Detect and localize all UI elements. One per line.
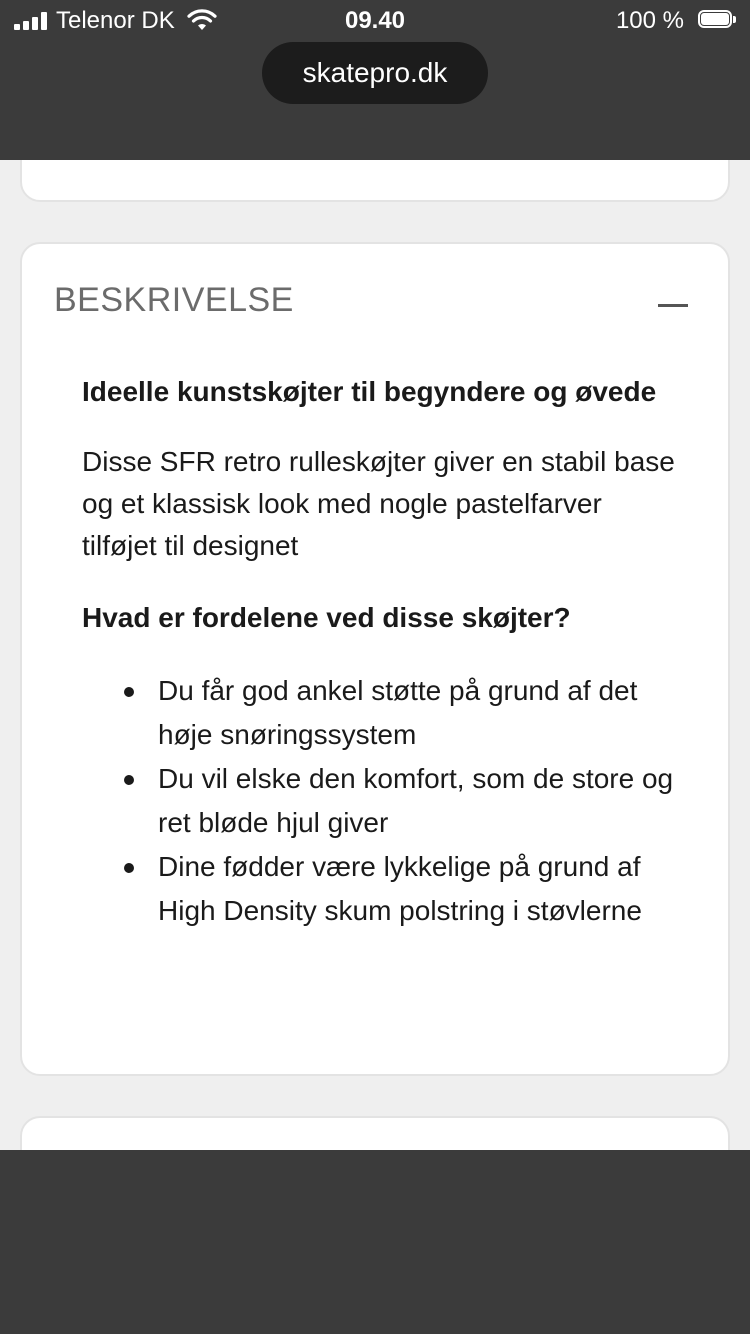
minus-icon bbox=[658, 304, 688, 307]
bullet-icon bbox=[124, 775, 134, 785]
benefits-list bbox=[82, 669, 682, 933]
browser-top-bar bbox=[0, 0, 750, 160]
bullet-icon bbox=[124, 687, 134, 697]
url-bar[interactable]: skatepro.dk bbox=[262, 42, 488, 104]
list-item bbox=[82, 669, 682, 757]
battery-percentage: 100 % bbox=[615, 7, 684, 34]
carrier-name: Telenor DK bbox=[56, 7, 175, 34]
description-card bbox=[20, 242, 730, 1076]
benefit-text: Dine fødder være lykkelige på grund af High Density skum polstring i støvlerne bbox=[158, 851, 642, 926]
benefits-heading: Hvad er fordelene ved disse skøjter? bbox=[82, 602, 571, 633]
description-paragraph: Disse SFR retro rulleskøjter giver en stabil base og et klassisk look med nogle pastelfarver tilføjet til designet bbox=[82, 446, 675, 561]
section-title[interactable]: BESKRIVELSE bbox=[54, 281, 294, 319]
browser-bottom-toolbar bbox=[0, 1150, 750, 1334]
bullet-icon bbox=[124, 863, 134, 873]
collapse-button[interactable] bbox=[658, 300, 688, 316]
benefit-text: Du vil elske den komfort, som de store og ret bløde hjul giver bbox=[158, 763, 674, 838]
description-body bbox=[82, 370, 682, 933]
list-item bbox=[82, 757, 682, 845]
status-bar bbox=[0, 0, 750, 42]
description-heading: Ideelle kunstskøjter til begyndere og øvede bbox=[82, 376, 657, 407]
list-item bbox=[82, 845, 682, 933]
battery-icon bbox=[698, 10, 738, 30]
clock: 09.40 bbox=[344, 7, 406, 34]
benefit-text: Du får god ankel støtte på grund af det høje snøringssystem bbox=[158, 675, 638, 750]
